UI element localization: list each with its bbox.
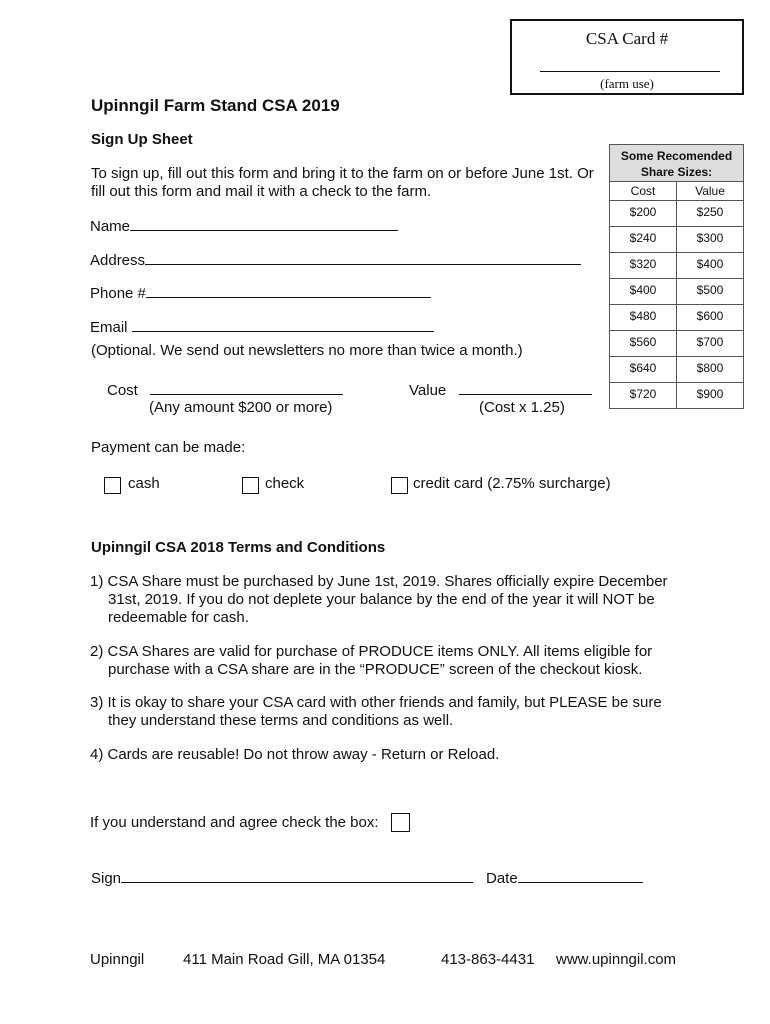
address-label: Address [90, 252, 146, 269]
email-field [90, 318, 434, 336]
farm-use-label: (farm use) [600, 76, 654, 91]
credit-card-checkbox[interactable] [391, 477, 408, 494]
term-1-line-2: 31st, 2019. If you do not deplete your balance by the end of the year it will NOT be [108, 591, 655, 608]
value-cell: $400 [696, 257, 724, 271]
value-cell: $250 [696, 205, 724, 219]
value-input-line[interactable] [459, 381, 592, 395]
intro-line-2: fill out this form and mail it with a check to the farm. [91, 183, 432, 200]
phone-input-line[interactable] [146, 284, 431, 298]
address-field [90, 251, 581, 269]
csa-card-number-line[interactable] [540, 71, 720, 72]
value-cell: $600 [696, 309, 724, 323]
term-1-line-3: redeemable for cash. [108, 609, 249, 626]
value-cell: $900 [696, 387, 724, 401]
cost-input-line[interactable] [150, 381, 343, 395]
phone-label: Phone # [90, 285, 146, 302]
value-cell: $700 [696, 335, 724, 349]
value-label: Value [409, 382, 447, 399]
cost-field [107, 381, 343, 399]
footer-phone: 413-863-4431 [441, 951, 535, 968]
table-row [610, 330, 743, 356]
table-row [610, 382, 743, 408]
sign-field [91, 869, 473, 887]
value-cell: $300 [696, 231, 724, 245]
payment-heading: Payment can be made: [91, 439, 246, 456]
page-title: Upinngil Farm Stand CSA 2019 [91, 96, 340, 115]
sign-input-line[interactable] [121, 869, 473, 883]
check-checkbox[interactable] [242, 477, 259, 494]
share-table-title-line-2: Share Sizes: [640, 165, 713, 179]
address-input-line[interactable] [145, 251, 581, 265]
footer-website-link[interactable]: www.upinngil.com [556, 951, 677, 968]
cash-label: cash [128, 475, 160, 492]
term-3-line-1: 3) It is okay to share your CSA card with other friends and family, but PLEASE be sure [90, 694, 662, 711]
cost-cell: $560 [610, 331, 677, 356]
term-4-line-1: 4) Cards are reusable! Do not throw away - Return or Reload. [90, 746, 500, 763]
date-input-line[interactable] [518, 869, 643, 883]
table-row [610, 200, 743, 226]
date-label: Date [486, 870, 518, 887]
footer-address: 411 Main Road Gill, MA 01354 [183, 951, 386, 968]
share-table-title [610, 145, 743, 181]
table-row [610, 356, 743, 382]
value-field [409, 381, 592, 399]
cost-cell: $480 [610, 305, 677, 330]
cost-label: Cost [107, 382, 138, 399]
term-2-line-2: purchase with a CSA share are in the “PRODUCE” screen of the checkout kiosk. [108, 661, 643, 678]
table-row [610, 252, 743, 278]
table-row [610, 226, 743, 252]
agree-label: If you understand and agree check the box: [90, 814, 379, 831]
value-column-header: Value [695, 184, 725, 198]
term-3-line-2: they understand these terms and conditions as well. [108, 712, 454, 729]
cost-cell: $720 [610, 383, 677, 408]
csa-card-box [510, 19, 744, 95]
share-table-title-line-1: Some Recomended [620, 149, 733, 163]
cost-cell: $400 [610, 279, 677, 304]
email-input-line[interactable] [132, 318, 434, 332]
sign-label: Sign [91, 870, 122, 887]
cost-cell: $640 [610, 357, 677, 382]
value-note: (Cost x 1.25) [479, 399, 565, 416]
share-table-header [610, 181, 743, 200]
terms-heading: Upinngil CSA 2018 Terms and Conditions [91, 539, 386, 556]
table-row [610, 304, 743, 330]
email-note: (Optional. We send out newsletters no more than twice a month.) [91, 342, 523, 359]
term-1-line-1: 1) CSA Share must be purchased by June 1st, 2019. Shares officially expire December [90, 573, 668, 590]
date-field [486, 869, 643, 887]
cost-note: (Any amount $200 or more) [149, 399, 333, 416]
csa-card-label: CSA Card # [585, 29, 669, 48]
term-2-line-1: 2) CSA Shares are valid for purchase of PRODUCE items ONLY. All items eligible for [90, 643, 653, 660]
value-cell: $500 [696, 283, 724, 297]
share-sizes-table [609, 144, 744, 409]
table-row [610, 278, 743, 304]
name-label: Name [90, 218, 131, 235]
cost-cell: $200 [610, 201, 677, 226]
name-input-line[interactable] [130, 217, 398, 231]
intro-line-1: To sign up, fill out this form and bring it to the farm on or before June 1st. Or [91, 165, 594, 182]
phone-field [90, 284, 431, 302]
agree-checkbox[interactable] [391, 813, 410, 832]
cost-cell: $240 [610, 227, 677, 252]
email-label: Email [90, 319, 128, 336]
name-field [90, 217, 398, 235]
cost-column-header: Cost [610, 182, 677, 200]
cash-checkbox[interactable] [104, 477, 121, 494]
cost-cell: $320 [610, 253, 677, 278]
sign-up-heading: Sign Up Sheet [91, 131, 193, 148]
credit-card-label: credit card (2.75% surcharge) [413, 475, 611, 492]
footer-farm-name: Upinngil [90, 951, 145, 968]
value-cell: $800 [696, 361, 724, 375]
check-label: check [265, 475, 305, 492]
